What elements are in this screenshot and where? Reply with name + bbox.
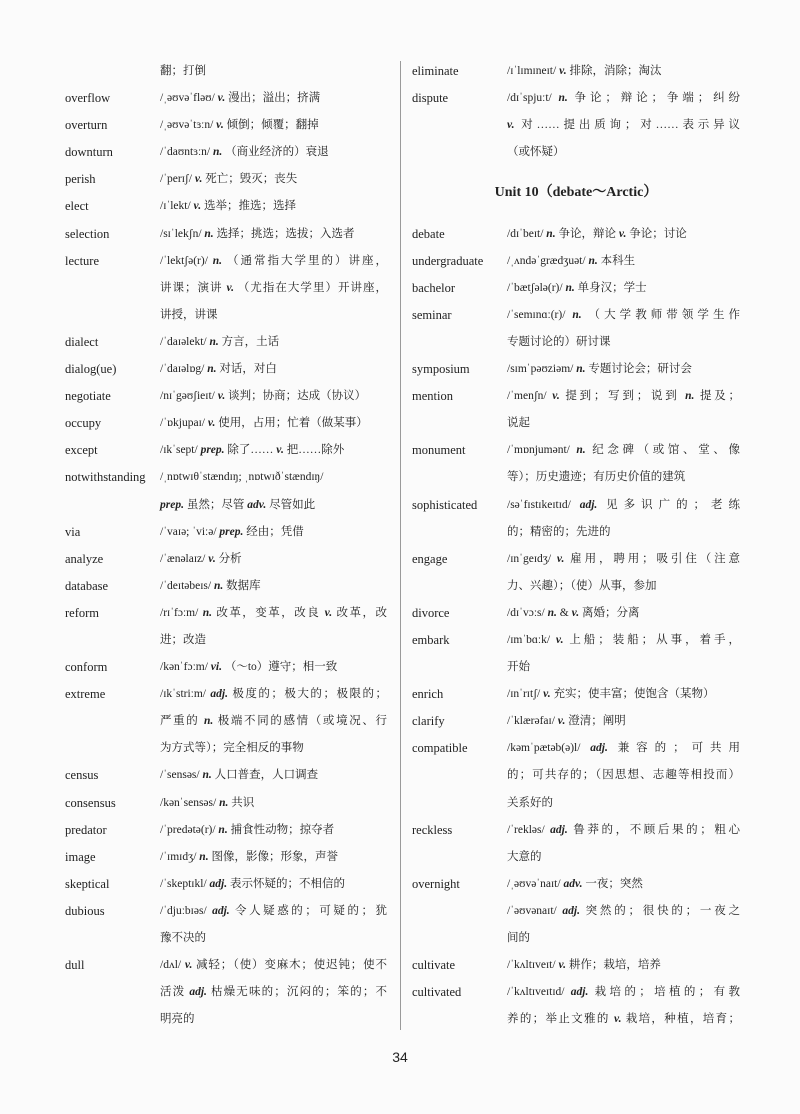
entry-notwithstanding xyxy=(65,464,387,518)
headword: cultivate xyxy=(412,958,456,973)
definition-line: /ˌəʊvəˈnaɪt/ adv. 一夜；突然 xyxy=(507,877,643,890)
definition-line: 专题讨论的）研讨课 xyxy=(507,335,611,348)
definition-line: /rɪˈfɔːm/ n. 改革，变革，改良 v. 改革，改 xyxy=(160,606,388,619)
definition-line: /ˈsensəs/ n. 人口普查，人口调查 xyxy=(160,769,319,782)
definition-line: /kəmˈpætəb(ə)l/ adj. 兼容的；可共用 xyxy=(507,742,741,755)
definition xyxy=(507,817,740,871)
headword: monument xyxy=(412,443,466,458)
entry-overnight xyxy=(412,871,740,952)
entry-sophisticated xyxy=(412,492,740,546)
entry-census xyxy=(65,762,387,789)
entry-compatible xyxy=(412,735,740,816)
headword: consensus xyxy=(65,795,116,810)
definition xyxy=(507,356,740,383)
headword: bachelor xyxy=(412,280,456,295)
definition-line: /nɪˈgəʊʃieɪt/ v. 谈判；协商；达成（协议） xyxy=(160,390,367,403)
headword xyxy=(65,58,160,85)
entry-via xyxy=(65,519,387,546)
definition-line: /ˈskeptɪkl/ adj. 表示怀疑的；不相信的 xyxy=(160,877,345,890)
entry-dubious xyxy=(65,898,387,952)
entry-database xyxy=(65,573,387,600)
definition-line: v. 对……提出质询；对……表示异议 xyxy=(507,119,740,132)
definition-line: /ˈkʌltɪveɪtɪd/ adj. 栽培的；培植的；有教 xyxy=(507,986,740,999)
definition-line: 为方式等）；完全相反的事物 xyxy=(160,742,304,755)
headword: embark xyxy=(412,632,450,647)
headword: enrich xyxy=(412,687,444,702)
entry-consensus xyxy=(65,790,387,817)
definition-line: /ɪnˈrɪtʃ/ v. 充实；使丰富；使饱含（某物） xyxy=(507,688,715,701)
definition-line: 关系好的 xyxy=(507,796,553,809)
definition-line: 等）；历史遗迹；有历史价值的建筑 xyxy=(507,471,686,484)
definition-line: （或怀疑） xyxy=(507,146,565,159)
headword: dull xyxy=(65,958,85,973)
definition-line: 养的；举止文雅的 v. 栽培，种植，培育； xyxy=(507,1013,740,1026)
entry-analyze xyxy=(65,546,387,573)
definition xyxy=(507,735,740,816)
entry-undergraduate xyxy=(412,248,740,275)
definition-line: /ˈdaɪəlekt/ n. 方言，土话 xyxy=(160,335,280,348)
definition xyxy=(160,221,387,248)
entry-cultivated xyxy=(412,979,740,1033)
page-number: 34 xyxy=(392,1049,408,1065)
definition-line: /ˈmenʃn/ v. 提到；写到；说到 n. 提及； xyxy=(507,390,741,403)
headword: cultivated xyxy=(412,985,462,1000)
definition xyxy=(507,627,740,681)
headword: except xyxy=(65,443,98,458)
definition xyxy=(507,302,740,356)
definition xyxy=(160,681,387,762)
entry-reckless xyxy=(412,817,740,871)
definition xyxy=(160,166,387,193)
headword: negotiate xyxy=(65,389,111,404)
definition xyxy=(507,437,740,491)
headword: divorce xyxy=(412,605,450,620)
definition xyxy=(160,464,387,518)
definition-line: 的；可共存的；（因思想、志趣等相投而） xyxy=(507,769,740,782)
entry-dialect xyxy=(65,329,387,356)
definition xyxy=(507,546,740,600)
definition-line: /ɪnˈgeɪdʒ/ v. 雇用，聘用；吸引住（注意 xyxy=(507,552,740,565)
definition-line: /ˈəʊvənaɪt/ adj. 突然的；很快的；一夜之 xyxy=(507,904,741,917)
definition-line: /ˈpredətə(r)/ n. 捕食性动物；掠夺者 xyxy=(160,823,335,836)
definition-line: /sɪˈlekʃn/ n. 选择；挑选；选拔；入选者 xyxy=(160,227,355,240)
headword: dispute xyxy=(412,91,449,106)
definition xyxy=(160,573,387,600)
headword: dubious xyxy=(65,903,105,918)
entry-selection xyxy=(65,221,387,248)
headword: sophisticated xyxy=(412,497,478,512)
definition-line: /ˈsemɪnɑː(r)/ n. （大学教师带领学生作 xyxy=(507,308,741,321)
definition-line: 间的 xyxy=(507,932,530,944)
definition xyxy=(160,844,387,871)
definition-line: /ɪkˈstriːm/ adj. 极度的；极大的；极限的； xyxy=(160,688,388,701)
entry-engage xyxy=(412,546,740,600)
definition-line: /dɪˈvɔːs/ n. & v. 离婚；分离 xyxy=(507,606,640,619)
headword: engage xyxy=(412,551,448,566)
headword: selection xyxy=(65,226,110,241)
definition-line: /ˈvaɪə; ˈviːə/ prep. 经由；凭借 xyxy=(160,525,304,538)
headword: database xyxy=(65,578,109,593)
definition xyxy=(507,708,740,735)
definition xyxy=(507,58,740,85)
definition xyxy=(507,979,740,1033)
entry-downturn xyxy=(65,139,387,166)
headword: mention xyxy=(412,389,453,404)
definition-line: /ˈɒkjupaɪ/ v. 使用，占用；忙着（做某事） xyxy=(160,417,368,430)
definition-line: 明亮的 xyxy=(160,1013,195,1026)
headword: occupy xyxy=(65,416,102,431)
entry-monument xyxy=(412,437,740,491)
definition xyxy=(160,790,387,817)
headword: predator xyxy=(65,822,107,837)
headword: notwithstanding xyxy=(65,470,146,485)
definition-line: /dʌl/ v. 减轻；（使）变麻木；使迟钝；使不 xyxy=(160,959,387,972)
definition-line: 讲课；演讲 v. （尤指在大学里）开讲座， xyxy=(160,281,387,294)
definition xyxy=(160,58,387,85)
definition-line: /ˈænəlaɪz/ v. 分析 xyxy=(160,552,242,565)
definition-line: /kənˈfɔːm/ vi. （～to）遵守；相一致 xyxy=(160,661,338,674)
definition xyxy=(507,600,740,627)
headword: downturn xyxy=(65,145,113,160)
definition xyxy=(160,383,387,410)
definition xyxy=(507,952,740,979)
entry-divorce xyxy=(412,600,740,627)
entry-predator xyxy=(65,817,387,844)
entry-image xyxy=(65,844,387,871)
definition-line: /ˈmɒnjumənt/ n. 纪念碑（或馆、堂、像 xyxy=(507,444,740,457)
headword: dialog(ue) xyxy=(65,362,117,377)
headword: compatible xyxy=(412,741,468,756)
definition-line: /ˌnɒtwɪθˈstændɪŋ; ˌnɒtwɪðˈstændɪŋ/ xyxy=(160,471,324,484)
definition-line: /ˌəʊvəˈtɜːn/ v. 倾倒；倾覆；翻掉 xyxy=(160,119,319,132)
headword: extreme xyxy=(65,687,106,702)
definition xyxy=(507,681,740,708)
definition xyxy=(160,519,387,546)
definition xyxy=(160,112,387,139)
headword: dialect xyxy=(65,334,99,349)
definition-line: 讲授，讲课 xyxy=(160,308,218,321)
definition xyxy=(160,654,387,681)
definition xyxy=(507,275,740,302)
entry-debate xyxy=(412,221,740,248)
headword: overturn xyxy=(65,118,108,133)
definition-line: /ˈrekləs/ adj. 鲁莽的，不顾后果的；粗心 xyxy=(507,823,740,836)
entry-enrich xyxy=(412,681,740,708)
definition xyxy=(160,952,387,1033)
headword: reckless xyxy=(412,822,453,837)
definition-line: /ˈdaʊntɜːn/ n. （商业经济的）衰退 xyxy=(160,146,329,159)
definition-line: 的；精密的；先进的 xyxy=(507,525,611,538)
definition-line: /ˈɪmɪdʒ/ n. 图像，影像；形象，声誉 xyxy=(160,850,338,863)
headword: skeptical xyxy=(65,876,110,891)
definition-line: 说起 xyxy=(507,417,530,430)
definition-line: /ˈdjuːbɪəs/ adj. 令人疑惑的；可疑的；犹 xyxy=(160,904,388,917)
definition xyxy=(160,898,387,952)
entry-seminar xyxy=(412,302,740,356)
entry-dispute xyxy=(412,85,740,166)
definition xyxy=(160,437,387,464)
definition-line: 进；改造 xyxy=(160,633,206,646)
entry-embark xyxy=(412,627,740,681)
headword: lecture xyxy=(65,253,100,268)
definition-line: 翻；打倒 xyxy=(160,65,206,77)
headword: census xyxy=(65,768,99,783)
headword: debate xyxy=(412,226,445,241)
entry-negotiate xyxy=(65,383,387,410)
definition-line: /ˈdeɪtəbeɪs/ n. 数据库 xyxy=(160,579,261,592)
definition-line: /ɪˈlekt/ v. 选举；推选；选择 xyxy=(160,200,296,213)
definition xyxy=(507,85,740,166)
definition xyxy=(160,139,387,166)
definition-line: 力、兴趣）；（使）从事，参加 xyxy=(507,579,657,592)
definition xyxy=(160,817,387,844)
definition xyxy=(160,329,387,356)
entry-skeptical xyxy=(65,871,387,898)
headword: eliminate xyxy=(412,64,459,78)
definition-line: /ˌʌndəˈgrædʒuət/ n. 本科生 xyxy=(507,254,636,267)
entry-reform xyxy=(65,600,387,654)
entry-bachelor xyxy=(412,275,740,302)
definition xyxy=(160,871,387,898)
definition xyxy=(160,85,387,112)
definition xyxy=(160,600,387,654)
definition xyxy=(160,356,387,383)
entry-conform xyxy=(65,654,387,681)
definition xyxy=(160,410,387,437)
definition-line: /dɪˈspjuːt/ n. 争论；辩论；争端；纠纷 xyxy=(507,92,740,105)
definition-line: /ˈlektʃə(r)/ n. （通常指大学里的）讲座， xyxy=(160,254,388,267)
definition xyxy=(507,492,740,546)
definition xyxy=(507,248,740,275)
headword: symposium xyxy=(412,362,470,377)
entry-dull xyxy=(65,952,387,1033)
headword: via xyxy=(65,524,81,539)
left-column xyxy=(65,58,387,1033)
headword: seminar xyxy=(412,307,452,322)
definition-line: /ˈdaɪəlɒg/ n. 对话，对白 xyxy=(160,363,277,376)
definition xyxy=(160,193,387,220)
definition-line: /dɪˈbeɪt/ n. 争论，辩论 v. 争论；讨论 xyxy=(507,227,687,240)
headword: perish xyxy=(65,172,96,187)
column-divider xyxy=(400,61,401,1030)
definition-line: /ɪˈlɪmɪneɪt/ v. 排除，消除；淘汰 xyxy=(507,65,662,77)
headword: conform xyxy=(65,660,108,675)
headword: overnight xyxy=(412,876,460,891)
entry-elect xyxy=(65,193,387,220)
definition-line: /səˈfɪstɪkeɪtɪd/ adj. 见多识广的；老练 xyxy=(507,498,740,511)
entry-continuation xyxy=(65,58,387,85)
definition xyxy=(507,871,740,952)
entry-lecture xyxy=(65,248,387,329)
headword: image xyxy=(65,849,96,864)
right-column xyxy=(412,58,740,1033)
definition xyxy=(507,383,740,437)
definition xyxy=(160,248,387,329)
entry-occupy xyxy=(65,410,387,437)
definition xyxy=(160,546,387,573)
entry-overturn xyxy=(65,112,387,139)
headword: analyze xyxy=(65,551,104,566)
entry-dialogue xyxy=(65,356,387,383)
headword: undergraduate xyxy=(412,253,484,268)
definition-line: 活泼 adj. 枯燥无味的；沉闷的；笨的；不 xyxy=(160,986,388,999)
definition-line: 大意的 xyxy=(507,850,542,863)
entry-mention xyxy=(412,383,740,437)
definition-line: /ˈkʌltɪveɪt/ v. 耕作；栽培，培养 xyxy=(507,959,661,972)
definition-line: 开始 xyxy=(507,661,530,674)
definition-line: /kənˈsensəs/ n. 共识 xyxy=(160,796,255,809)
definition xyxy=(160,762,387,789)
entry-symposium xyxy=(412,356,740,383)
unit-heading: Unit 10（debate～Arctic） xyxy=(494,185,658,201)
definition-line: /ˈbætʃələ(r)/ n. 单身汉；学士 xyxy=(507,281,647,294)
headword: overflow xyxy=(65,91,111,106)
entry-eliminate xyxy=(412,58,740,85)
definition-line: 豫不决的 xyxy=(160,932,206,944)
entry-clarify xyxy=(412,708,740,735)
definition-line: 严重的 n. 极端不同的感情（或境况、行 xyxy=(160,715,388,728)
entry-perish xyxy=(65,166,387,193)
headword: elect xyxy=(65,199,89,214)
entry-extreme xyxy=(65,681,387,762)
headword: clarify xyxy=(412,714,445,729)
definition-line: /ɪkˈsept/ prep. 除了…… v. 把……除外 xyxy=(160,444,345,457)
definition xyxy=(507,221,740,248)
headword: reform xyxy=(65,605,100,620)
entry-cultivate xyxy=(412,952,740,979)
entry-except xyxy=(65,437,387,464)
entry-overflow xyxy=(65,85,387,112)
definition-line: prep. 虽然；尽管 adv. 尽管如此 xyxy=(160,498,316,511)
definition-line: /ˈperɪʃ/ v. 死亡；毁灭；丧失 xyxy=(160,173,298,186)
definition-line: /sɪmˈpəʊziəm/ n. 专题讨论会；研讨会 xyxy=(507,363,692,376)
definition-line: /ˌəʊvəˈfləʊ/ v. 漫出；溢出；挤满 xyxy=(160,92,321,105)
definition-line: /ˈklærəfaɪ/ v. 澄清；阐明 xyxy=(507,715,626,728)
definition-line: /ɪmˈbɑːk/ v. 上船；装船；从事，着手， xyxy=(507,633,740,646)
